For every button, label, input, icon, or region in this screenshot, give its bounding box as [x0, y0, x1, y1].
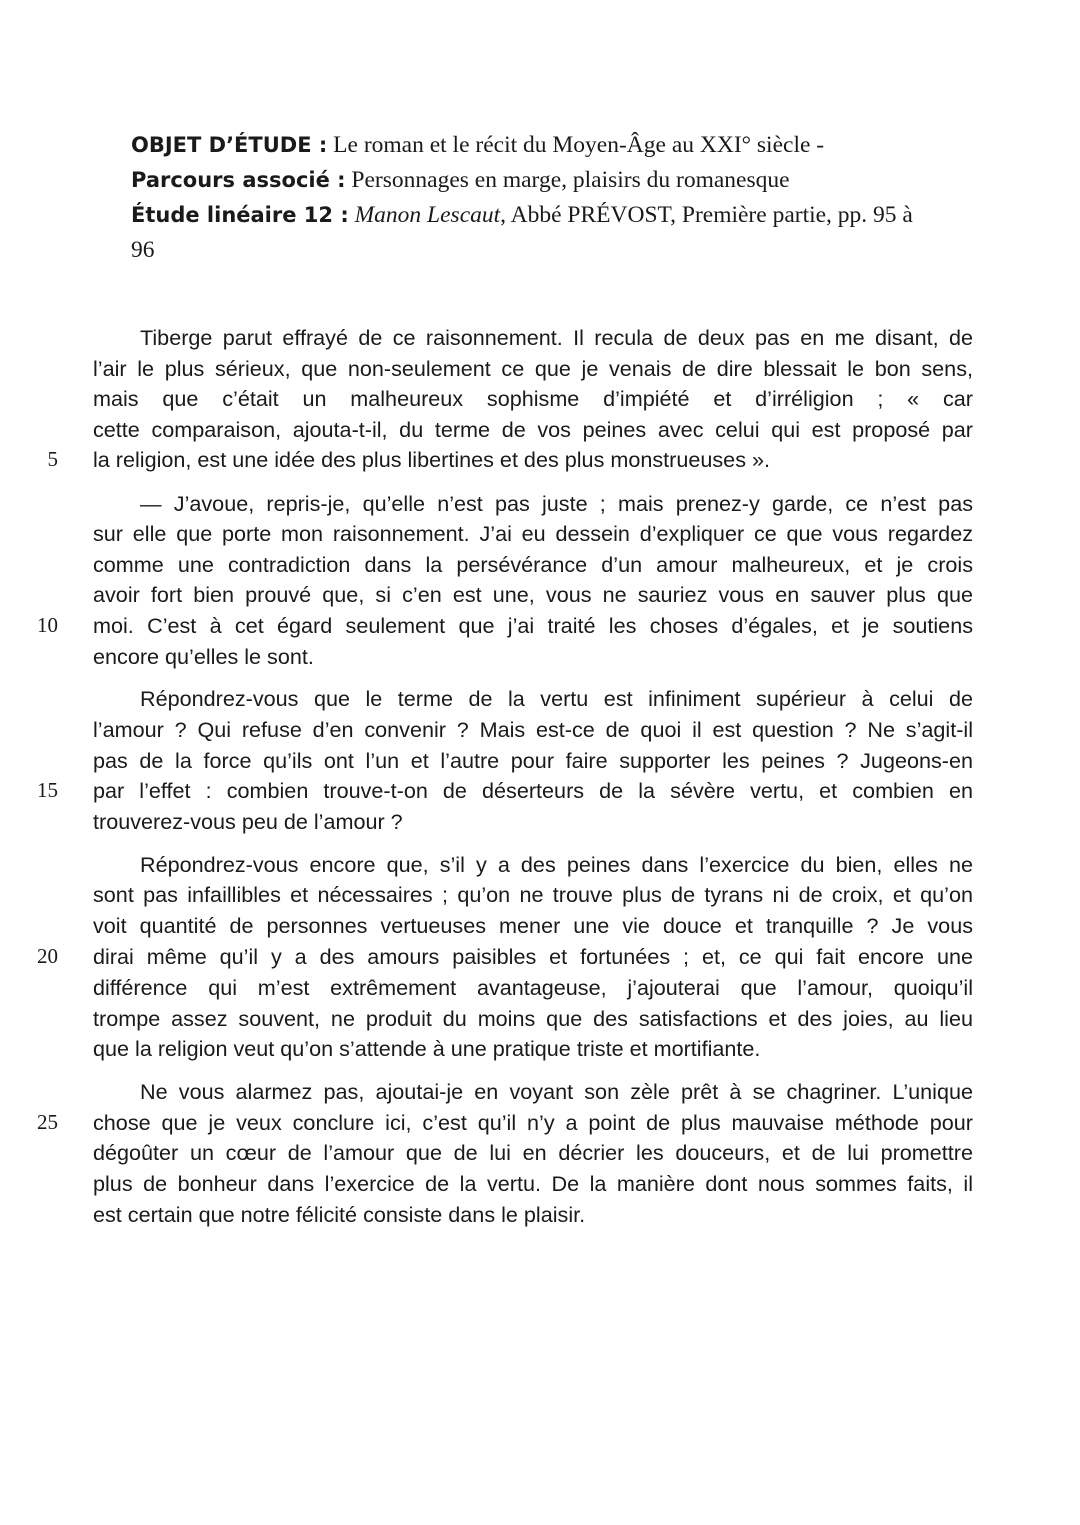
text-line-4: cette comparaison, ajouta-t-il, du terme de vos peines avec celui qui est proposé par: [93, 417, 973, 442]
text-line-25: chose que je veux conclure ici, c’est qu’il n’y a point de plus mauvaise méthode pour: [93, 1110, 973, 1135]
text-line-27: plus de bonheur dans l’exercice de la vertu. De la manière dont nous sommes faits, il: [93, 1171, 973, 1196]
parcours-line: [131, 163, 951, 198]
text-line-13: l’amour ? Qui refuse d’en convenir ? Mais est-ce de quoi il est question ? Ne s’agit-il: [93, 717, 973, 742]
objet-etude-line: [131, 128, 951, 163]
etude-text: , Abbé PRÉVOST, Première partie, pp. 95 à: [500, 202, 913, 228]
document-header: [131, 128, 951, 268]
etude-line: [131, 198, 951, 233]
text-line-18: sont pas infaillibles et nécessaires ; qu’on ne trouve plus de tyrans ni de croix, et qu’on: [93, 882, 973, 907]
text-line-10: moi. C’est à cet égard seulement que j’ai traité les choses d’égales, et je soutiens: [93, 613, 973, 638]
line-number-25: 25: [37, 1110, 58, 1134]
text-line-16: trouverez-vous peu de l’amour ?: [93, 809, 403, 834]
text-line-14: pas de la force qu’ils ont l’un et l’autre pour faire supporter les peines ? Jugeons-en: [93, 748, 973, 773]
text-line-5: la religion, est une idée des plus libertines et des plus monstrueuses ».: [93, 447, 770, 472]
objet-etude-label: OBJET D’ÉTUDE :: [131, 133, 328, 157]
text-line-26: dégoûter un cœur de l’amour que de lui en décrier les douceurs, et de lui promettre: [93, 1140, 973, 1165]
text-line-17: Répondrez-vous encore que, s’il y a des peines dans l’exercice du bien, elles ne: [140, 852, 973, 877]
text-line-15: par l’effet : combien trouve-t-on de déserteurs de la sévère vertu, et combien en: [93, 778, 973, 803]
parcours-label: Parcours associé :: [131, 168, 346, 192]
line-number-15: 15: [37, 778, 58, 802]
text-line-8: comme une contradiction dans la persévérance d’un amour malheureux, et je crois: [93, 552, 973, 577]
parcours-text: Personnages en marge, plaisirs du romanesque: [345, 167, 790, 193]
text-line-2: l’air le plus sérieux, que non-seulement ce que je venais de dire blessait le bon sens,: [93, 356, 973, 381]
text-line-23: que la religion veut qu’on s’attende à une pratique triste et mortifiante.: [93, 1036, 761, 1061]
book-title: Manon Lescaut: [354, 202, 501, 228]
line-number-20: 20: [37, 944, 58, 968]
text-line-1: Tiberge parut effrayé de ce raisonnement. Il recula de deux pas en me disant, de: [140, 325, 973, 350]
text-line-28: est certain que notre félicité consiste dans le plaisir.: [93, 1202, 586, 1227]
text-line-11: encore qu’elles le sont.: [93, 644, 314, 669]
text-line-9: avoir fort bien prouvé que, si c’en est une, vous ne sauriez vous en sauver plus que: [93, 582, 973, 607]
text-line-3: mais que c’était un malheureux sophisme d’impiété et d’irréligion ; « car: [93, 386, 973, 411]
text-line-20: dirai même qu’il y a des amours paisibles et fortunées ; et, ce qui fait encore une: [93, 944, 973, 969]
text-line-21: différence qui m’est extrêmement avantageuse, j’ajouterai que l’amour, quoiqu’il: [93, 975, 973, 1000]
text-line-7: sur elle que porte mon raisonnement. J’ai eu dessein d’expliquer ce que vous regardez: [93, 521, 973, 546]
line-number-10: 10: [37, 613, 58, 637]
etude-label: Étude linéaire 12 :: [131, 203, 349, 227]
text-line-12: Répondrez-vous que le terme de la vertu est infiniment supérieur à celui de: [140, 686, 973, 711]
etude-line-continued: 96: [131, 237, 155, 263]
line-number-5: 5: [47, 447, 58, 471]
text-line-22: trompe assez souvent, ne produit du moins que des satisfactions et des joies, au lieu: [93, 1006, 973, 1031]
text-line-6: — J’avoue, repris-je, qu’elle n’est pas juste ; mais prenez-y garde, ce n’est pas: [140, 491, 973, 516]
text-line-19: voit quantité de personnes vertueuses mener une vie douce et tranquille ? Je vous: [93, 913, 973, 938]
text-line-24: Ne vous alarmez pas, ajoutai-je en voyant son zèle prêt à se chagriner. L’unique: [140, 1079, 973, 1104]
objet-etude-text: Le roman et le récit du Moyen-Âge au XXI° siècle -: [327, 132, 825, 158]
